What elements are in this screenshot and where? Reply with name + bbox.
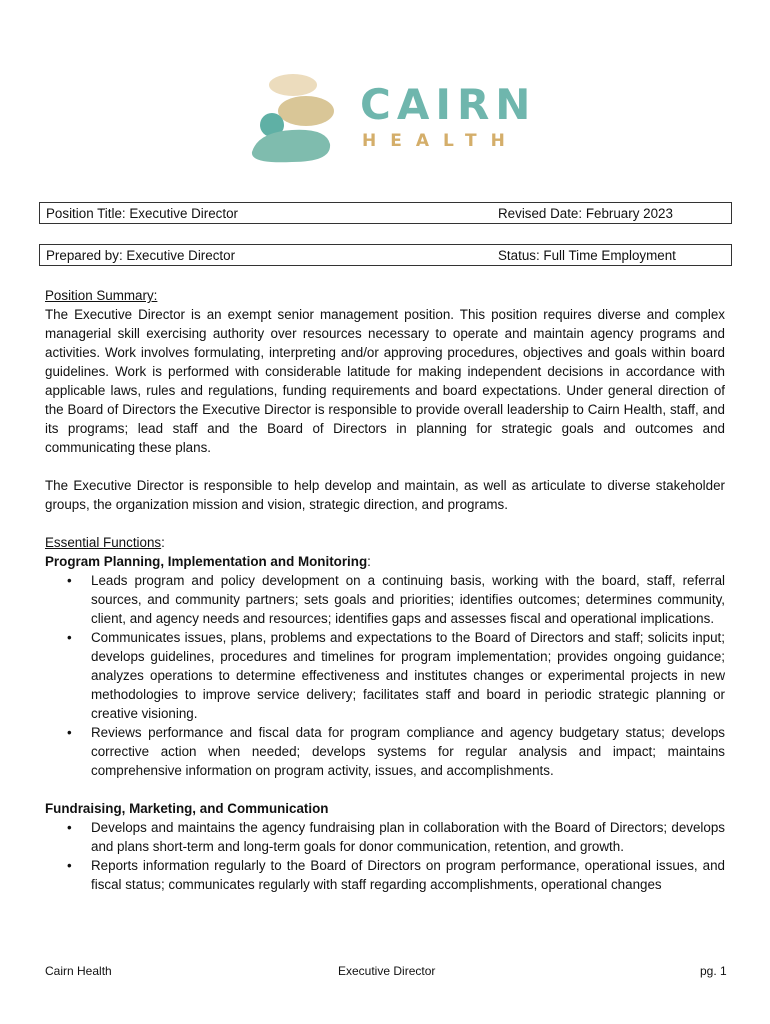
bullet-icon: • bbox=[67, 725, 72, 740]
bullet-icon: • bbox=[67, 820, 72, 835]
fundraising-list bbox=[45, 818, 725, 894]
footer-document-title: Executive Director bbox=[338, 964, 436, 978]
document-body bbox=[45, 286, 725, 894]
section-fundraising-title: Fundraising, Marketing, and Communication bbox=[45, 801, 329, 816]
logo-stone-top bbox=[269, 74, 317, 96]
list-item: • Reports information regularly to the Board of Directors on program performance, operational issues, and fiscal status; communicates regularly with staff regarding accomplishments, operational changes bbox=[67, 858, 725, 892]
logo-wordmark-health: HEALTH bbox=[362, 131, 519, 151]
program-planning-list bbox=[45, 571, 725, 780]
essential-functions-heading: Essential Functions: bbox=[45, 535, 165, 550]
revised-date: Revised Date: February 2023 bbox=[498, 206, 673, 221]
list-item: • Communicates issues, plans, problems and expectations to the Board of Directors and staff; solicits input; develops guidelines, procedures and timelines for program implementation; provides ongoing guidance; analyzes operations to determine effectiveness and institutes changes or experimental projects in new methodologies to improve service delivery; facilitates staff and board in periodic strategic planning or creative visioning. bbox=[67, 630, 725, 721]
section-program-planning-title: Program Planning, Implementation and Monitoring: bbox=[45, 554, 371, 569]
header-row-title bbox=[39, 202, 732, 224]
bullet-icon: • bbox=[67, 630, 72, 645]
list-item: • Leads program and policy development on a continuing basis, working with the board, staff, referral sources, and community partners; sets goals and priorities; identifies outcomes; determines community, client, and agency needs and resources; identifies gaps and assesses fiscal and operational implications. bbox=[67, 573, 725, 626]
bullet-icon: • bbox=[67, 573, 72, 588]
list-item: • Develops and maintains the agency fundraising plan in collaboration with the Board of Directors; develops and plans short-term and long-term goals for donor communication, retention, and growth. bbox=[67, 820, 725, 854]
logo-stone-middle bbox=[278, 96, 334, 126]
prepared-by: Prepared by: Executive Director bbox=[46, 248, 236, 263]
header-row-prepared bbox=[39, 244, 732, 266]
footer-page-number: pg. 1 bbox=[700, 964, 727, 978]
employment-status: Status: Full Time Employment bbox=[498, 248, 676, 263]
footer-organization: Cairn Health bbox=[45, 964, 112, 978]
logo-wordmark-cairn: CAIRN bbox=[360, 80, 537, 129]
position-summary-heading: Position Summary: bbox=[45, 288, 158, 303]
position-title: Position Title: Executive Director bbox=[46, 206, 239, 221]
list-item: • Reviews performance and fiscal data for program compliance and agency budgetary status; develops corrective action when needed; develops systems for regular analysis and impact; maintains comprehensive information on program activity, issues, and accomplishments. bbox=[67, 725, 725, 778]
bullet-icon: • bbox=[67, 858, 72, 873]
summary-paragraph-1: The Executive Director is an exempt senior management position. This position requires diverse and complex managerial skill exercising authority over resources necessary to operate and maintain agency programs and activities. Work involves formulating, interpreting and/or approving procedures, objectives and goals within board guidelines. Work is performed with considerable latitude for making independent decisions in accordance with applicable laws, rules and regulations, funding requirements and board expectations. Under general direction of the Board of Directors the Executive Director is responsible to provide overall leadership to Cairn Health, staff, and its programs; lead staff and the Board of Directors in planning for strategic goals and outcomes and communicating these plans. bbox=[45, 307, 725, 455]
logo-stone-base bbox=[252, 130, 330, 163]
summary-paragraph-2: The Executive Director is responsible to help develop and maintain, as well as articulate to diverse stakeholder groups, the organization mission and vision, strategic direction, and programs. bbox=[45, 478, 725, 512]
